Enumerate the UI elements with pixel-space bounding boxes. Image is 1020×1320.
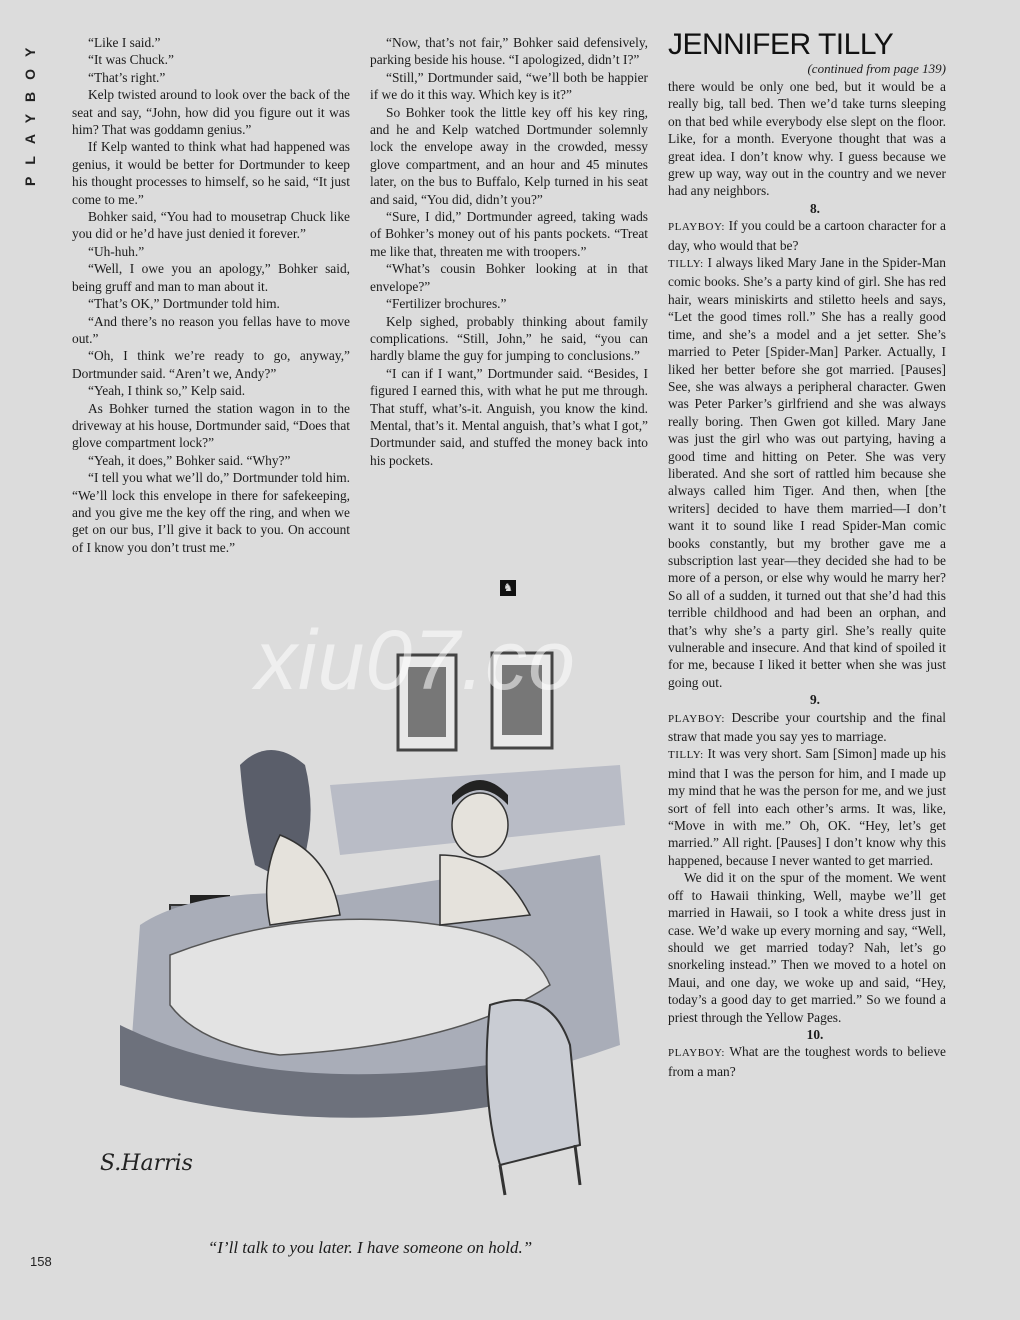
story-paragraph: If Kelp wanted to think what had happened was genius, it would be better for Dortmunder to keep his thought processes to himself, so he said, “It just come to me.”	[72, 139, 350, 207]
story-paragraph: “Still,” Dortmunder said, “we’ll both be happier if we do it this way. Which key is it?”	[370, 69, 648, 103]
continued-note: (continued from page 139)	[807, 61, 946, 76]
interview-paragraph	[668, 869, 946, 1026]
section-number: 9.	[809, 692, 821, 708]
interview-column	[668, 78, 946, 1080]
cartoon-caption: “I’ll talk to you later. I have someone on hold.”	[207, 1238, 533, 1257]
interview-lead-paragraph: there would be only one bed, but it would be a really big, tall bed. Then we’d take turns sleeping on that bed while everybody else slept on the floor. Like, for a month. Everyone thought that was a great idea. I don’t know why. I guess because we grew up way, way out in the country and we never had any neighbors.	[668, 79, 946, 199]
interview-paragraph	[668, 709, 946, 746]
interview-paragraph	[668, 217, 946, 254]
story-paragraph: Bohker said, “You had to mousetrap Chuck like you did or he’d have just denied it forever.”	[72, 209, 350, 242]
story-column-2	[370, 34, 648, 469]
interview-text: Describe your courtship and the final straw that made you say yes to marriage.	[668, 709, 946, 745]
story-paragraph: “Fertilizer brochures.”	[386, 296, 507, 312]
cartoon-illustration	[80, 625, 655, 1215]
story-paragraph: “It was Chuck.”	[88, 52, 174, 68]
story-paragraph: “Uh-huh.”	[88, 243, 145, 259]
page-number: 158	[30, 1254, 52, 1269]
story-paragraph: “That’s right.”	[88, 69, 166, 85]
interview-text: It was very short. Sam [Simon] made up his mind that I was the person for him, and I made up my mind that he was the person for me, and we just sort of fell into each other’s arms. It was, like, “Move in with me.” Oh, OK. “Hey, let’s get married.” All right. [Pauses] I don’t know why this happened, because I never wanted to get married.	[668, 746, 947, 868]
speaker-label: TILLY:	[668, 258, 704, 271]
story-paragraph: Kelp sighed, probably thinking about family complications. “Still, John,” he said, “you can hardly blame the guy for jumping to conclusions.”	[370, 313, 648, 364]
watermark-text: xiu07.co	[255, 613, 576, 707]
section-number: 8.	[809, 200, 821, 216]
story-paragraph: So Bohker took the little key off his key ring, and he and Kelp watched Dortmunder solemnly lock the envelope away in the crowded, messy glove compartment, and an hour and 45 minutes later, on the bus to Buffalo, Kelp turned in his seat and said, “You did, didn’t you?”	[370, 104, 648, 207]
interview-text: We did it on the spur of the moment. We went off to Hawaii thinking, Well, maybe we’ll get married in Hawaii, so I took a white dress just in case. We’d wake up every morning and say, “Well, should we get married today? Nah, let’s go snorkeling instead.” Then we moved to a hotel on Maui, and one day, we woke up and said, “Hey, today’s a good day to get married.” So we found a priest through the Yellow Pages.	[668, 870, 946, 1025]
story-paragraph: As Bohker turned the station wagon in to the driveway at his house, Dortmunder said, “Does that glove compartment lock?”	[72, 400, 350, 451]
speaker-label: PLAYBOY:	[668, 221, 725, 234]
story-paragraph: “What’s cousin Bohker looking at in that envelope?”	[370, 261, 648, 294]
interview-sections	[668, 200, 946, 1080]
speaker-label: TILLY:	[668, 749, 704, 762]
cartoonist-signature: S.Harris	[100, 1151, 193, 1176]
story-paragraph: “Yeah, I think so,” Kelp said.	[88, 383, 246, 399]
story-paragraph: “And there’s no reason you fellas have to move out.”	[72, 313, 350, 346]
story-paragraph: “Sure, I did,” Dortmunder agreed, taking wads of Bohker’s money out of his pants pockets. “Treat me like that, threaten me with troopers.”	[370, 209, 648, 259]
story-paragraph: “Oh, I think we’re ready to go, anyway,” Dortmunder said. “Aren’t we, Andy?”	[72, 348, 350, 381]
interview-paragraph	[668, 1043, 946, 1080]
story-column-1	[72, 34, 350, 556]
story-paragraph: “I can if I want,” Dortmunder said. “Besides, I figured I earned this, with what he put me through. That stuff, what’s-it. Anguish, you know the kind. Mental, that’s it. Mental anguish, that’s what I got,” Dortmunder said, and stuffed the money back into his pockets.	[370, 365, 648, 468]
story-paragraph: “Like I said.”	[88, 35, 161, 50]
story-paragraph: “Well, I owe you an apology,” Bohker said, being gruff and man to man about it.	[72, 261, 350, 294]
story-paragraph: “Now, that’s not fair,” Bohker said defensively, parking beside his house. “I apologized, didn’t I?”	[370, 35, 648, 68]
speaker-label: PLAYBOY:	[668, 712, 725, 725]
interview-paragraph	[668, 254, 946, 691]
interview-text: I always liked Mary Jane in the Spider-Man comic books. She’s a party kind of girl. She has red hair, wears miniskirts and stiletto heels and says, “Let the good times roll.” She has a really good time, and she’s a model and a jet setter. She’s married to Peter [Spider-Man] Parker. Actually, I liked her better before she got married. [Pauses] See, she was always a peripheral character. Gwen was Peter Parker’s girlfriend and she was always really boring. Then Gwen got killed. Mary Jane was just the girl who was out partying, having a good time and hitting on Peter. She was very liberated. And she sort of rattled him because she always called him Tiger. And then, when [the writers] decided to have them married—I don’t want it to sound like I read Spider-Man comic books constantly, but my brother gave me a subscription last year—they decided she had to be more of a person, or else why would he marry her? So all of a sudden, it turned out that she’d had this terrible childhood and had been an orphan, and that’s why she’s a party girl. She’s really quite vulnerable and insecure. And that kind of spoiled it for me, because I liked it better when she was just going out.	[668, 255, 946, 690]
story-paragraph: “Yeah, it does,” Bohker said. “Why?”	[88, 452, 291, 468]
interview-text: If you could be a cartoon character for a day, who would that be?	[668, 218, 946, 253]
masthead-vertical: PLAYBOY	[22, 35, 38, 186]
end-mark-icon: ♞	[500, 580, 516, 596]
interview-paragraph	[668, 745, 946, 869]
story-paragraph: Kelp twisted around to look over the back of the seat and say, “John, how did you figure out it was him? That was goddamn genius.”	[72, 87, 350, 138]
article-headline: JENNIFER TILLY	[668, 28, 894, 61]
speaker-label: PLAYBOY:	[668, 1047, 725, 1060]
man-figure	[452, 793, 508, 857]
story-paragraph: “I tell you what we’ll do,” Dortmunder told him. “We’ll lock this envelope in there for safekeeping, and you give me the key off the ring, and when we get on our bus, I’ll give it back to you. On account of I know you don’t trust me.”	[72, 470, 350, 555]
story-paragraph: “That’s OK,” Dortmunder told him.	[88, 296, 280, 312]
section-number: 10.	[806, 1026, 824, 1042]
interview-text: What are the toughest words to believe from a man?	[668, 1044, 946, 1079]
